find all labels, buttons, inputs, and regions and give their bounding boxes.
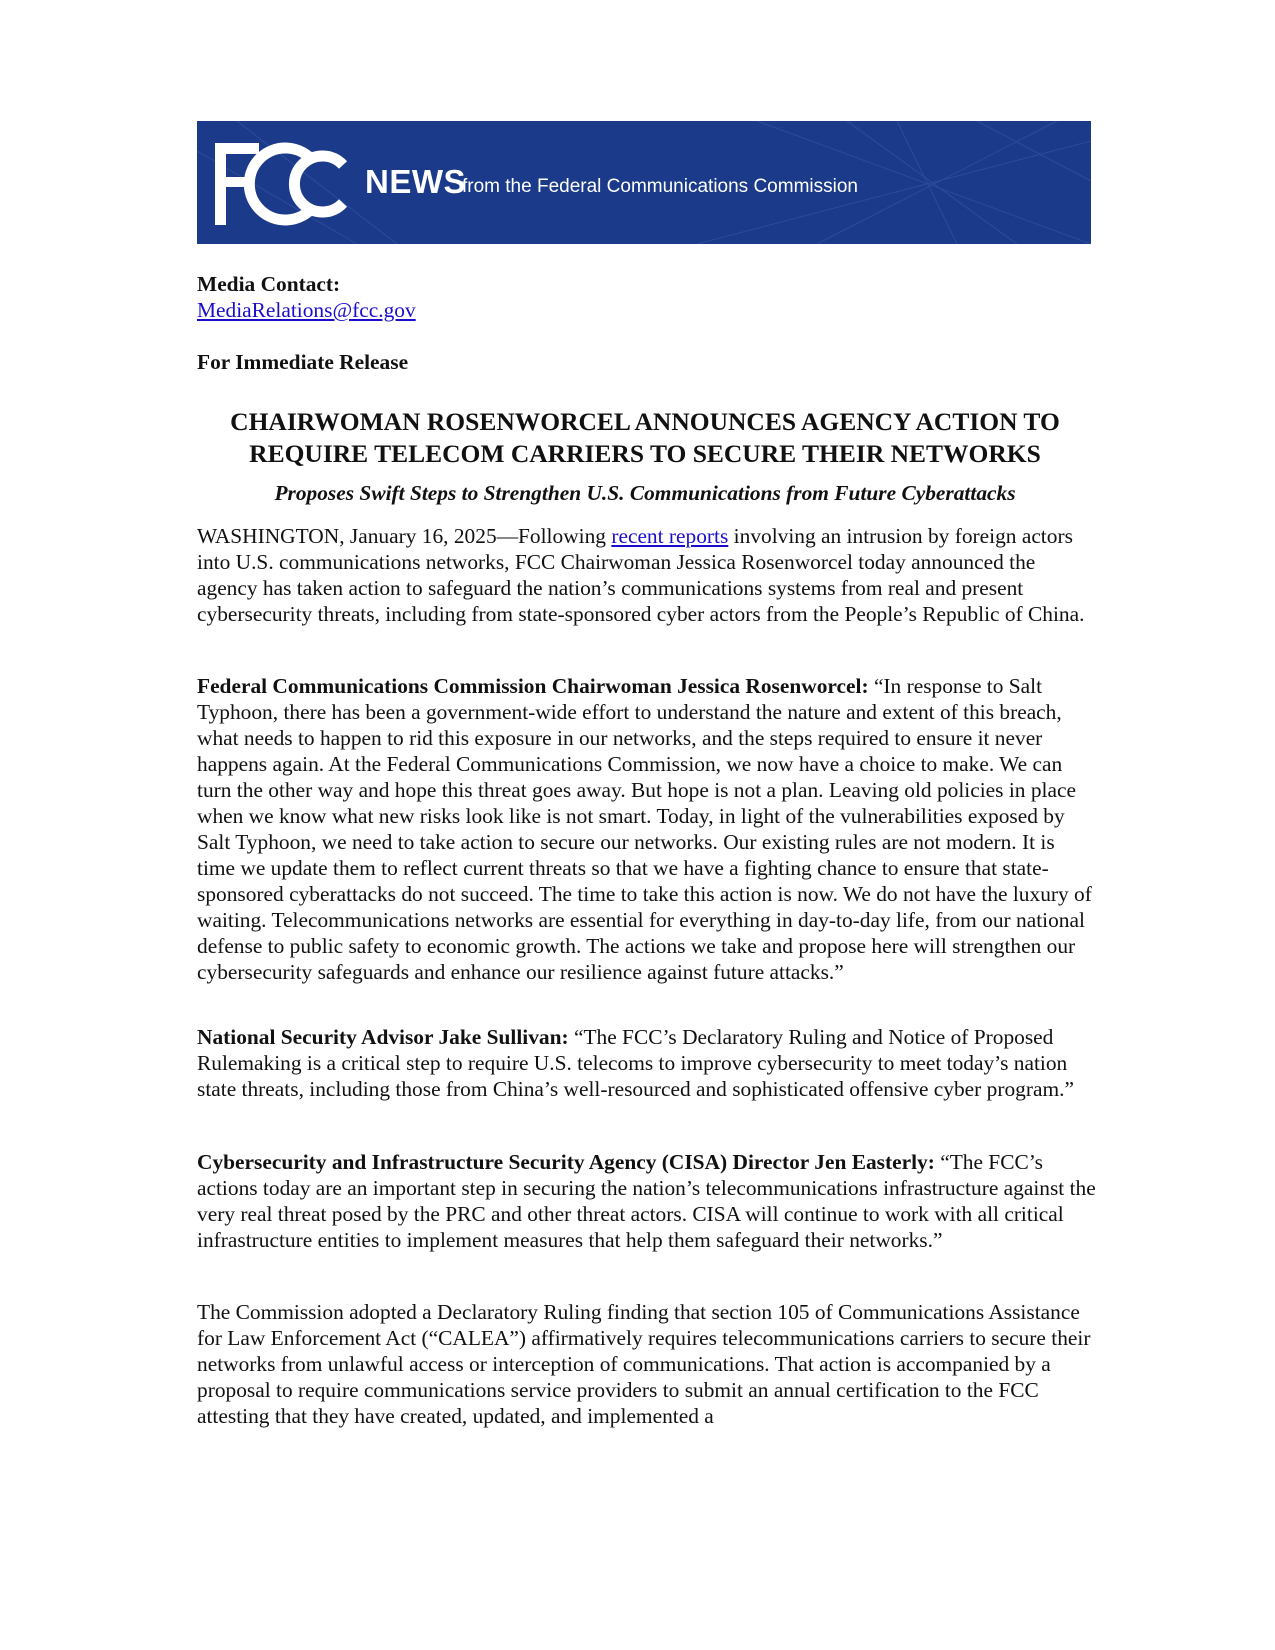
recent-reports-link[interactable]: recent reports bbox=[611, 524, 729, 548]
banner-subtitle: from the Federal Communications Commission bbox=[462, 176, 858, 197]
quote-sullivan bbox=[197, 1024, 1097, 1102]
quote-text: “The FCC’s Declaratory Ruling and Notice of Proposed Rulemaking is a critical step to require U.S. telecoms to improve cybersecurity to meet today’s nation state threats, including those from China’s well-resourced and sophisticated offensive cyber program.” bbox=[197, 1025, 1074, 1101]
intro-text-start: WASHINGTON, January 16, 2025—Following bbox=[197, 524, 612, 548]
headline bbox=[170, 406, 1120, 470]
quote-speaker: Cybersecurity and Infrastructure Security Agency (CISA) Director Jen Easterly: bbox=[197, 1150, 935, 1174]
release-label: For Immediate Release bbox=[197, 350, 409, 374]
news-label: NEWS bbox=[365, 163, 466, 200]
subheadline: Proposes Swift Steps to Strengthen U.S. Communications from Future Cyberattacks bbox=[274, 481, 1016, 505]
headline-line-1: CHAIRWOMAN ROSENWORCEL ANNOUNCES AGENCY ACTION TO bbox=[230, 407, 1060, 436]
quote-easterly bbox=[197, 1149, 1097, 1253]
fcc-news-banner bbox=[197, 121, 1091, 244]
quote-speaker: National Security Advisor Jake Sullivan: bbox=[197, 1025, 569, 1049]
media-contact-label: Media Contact: bbox=[197, 272, 341, 296]
intro-text-rest: involving an intrusion by foreign actors into U.S. communications networks, FCC Chairwoman Jessica Rosenworcel today announced the agency has taken action to safeguard the nation’s communications systems from real and present cybersecurity threats, including from state-sponsored cyber actors from the People’s Republic of China. bbox=[197, 524, 1085, 626]
quote-text: “In response to Salt Typhoon, there has been a government-wide effort to understand the nature and extent of this breach, what needs to happen to rid this exposure in our networks, and the steps required to ensure it never happens again. At the Federal Communications Commission, we now have a choice to make. We can turn the other way and hope this threat goes away. But hope is not a plan. Leaving old policies in place when we know what new risks look like is not smart. Today, in light of the vulnerabilities exposed by Salt Typhoon, we need to take action to secure our networks. Our existing rules are not modern. It is time we update them to reflect current threats so that we have a fighting chance to ensure that state-sponsored cyberattacks do not succeed. The time to take this action is now. We do not have the luxury of waiting. Telecommunications networks are essential for everything in day-to-day life, from our national defense to public safety to economic growth. The actions we take and propose here will strengthen our cybersecurity safeguards and enhance our resilience against future attacks.” bbox=[197, 674, 1092, 984]
closing-text: The Commission adopted a Declaratory Ruling finding that section 105 of Communications Assistance for Law Enforcement Act (“CALEA”) affirmatively requires telecommunications carriers to secure their networks from unlawful access or interception of communications. That action is accompanied by a proposal to require communications service providers to submit an annual certification to the FCC attesting that they have created, updated, and implemented a bbox=[197, 1300, 1091, 1428]
quote-speaker: Federal Communications Commission Chairwoman Jessica Rosenworcel: bbox=[197, 674, 869, 698]
headline-line-2: REQUIRE TELECOM CARRIERS TO SECURE THEIR NETWORKS bbox=[249, 439, 1041, 468]
media-contact-email-link[interactable]: MediaRelations@fcc.gov bbox=[197, 298, 416, 322]
closing-paragraph bbox=[197, 1299, 1097, 1429]
intro-paragraph bbox=[197, 523, 1097, 627]
quote-rosenworcel bbox=[197, 673, 1097, 985]
quote-text: “The FCC’s actions today are an important step in securing the nation’s telecommunications infrastructure against the very real threat posed by the PRC and other threat actors. CISA will continue to work with all critical infrastructure entities to implement measures that help them safeguard their networks.” bbox=[197, 1150, 1096, 1252]
fcc-logo bbox=[215, 139, 365, 227]
